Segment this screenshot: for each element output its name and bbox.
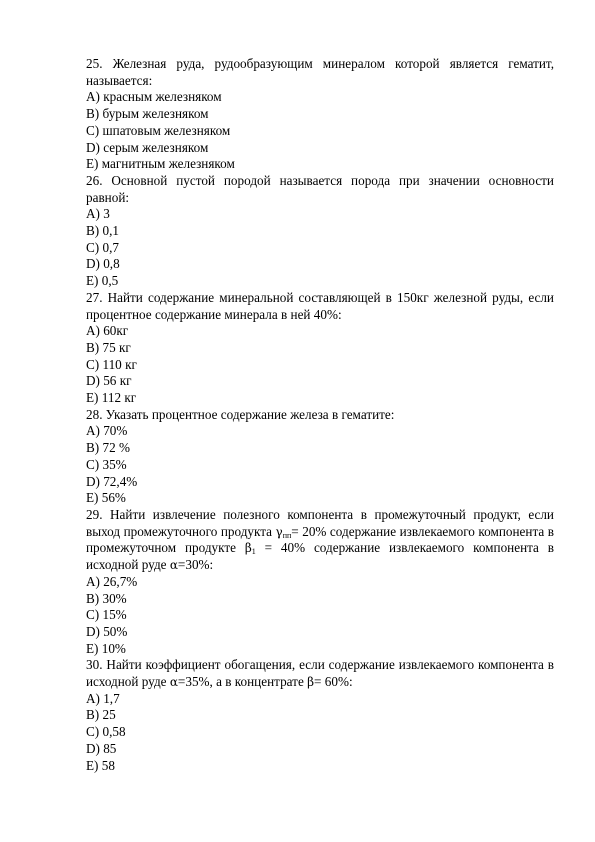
beta-symbol: β: [307, 675, 315, 690]
option-a: A) красным железняком: [86, 89, 222, 105]
option-c: C) шпатовым железняком: [86, 122, 231, 138]
option-a: A) 3: [86, 206, 110, 222]
question-29: [86, 507, 554, 657]
answer-options: [86, 423, 554, 507]
question-text-part: = 20% содержание извлекаемого компонента в промежуточном продукте: [86, 523, 554, 556]
alpha-symbol: α: [169, 558, 178, 573]
option-a: A) 1,7: [86, 690, 120, 706]
question-text: 27. Найти содержание минеральной составляющей в 150кг железной руды, если процентное содержание минерала в ней 40%:: [86, 289, 554, 322]
option-d: D) 0,8: [86, 256, 120, 272]
question-text-part: = 40% содержание извлекаемого компонента в исходной руде: [86, 540, 554, 573]
question-30: [86, 657, 554, 774]
option-e: E) 10%: [86, 640, 126, 656]
answer-options: [86, 89, 554, 173]
option-b: B) 25: [86, 707, 116, 723]
option-c: C) 110 кг: [86, 356, 137, 372]
option-b: B) 75 кг: [86, 339, 131, 355]
answer-options: [86, 691, 554, 775]
option-a: A) 70%: [86, 423, 128, 439]
question-28: [86, 407, 554, 507]
question-text: 28. Указать процентное содержание железа в гематите:: [86, 406, 395, 422]
option-e: E) 0,5: [86, 273, 119, 289]
option-c: C) 15%: [86, 607, 127, 623]
question-text: 25. Железная руда, рудообразующим минералом которой является гематит, называется:: [86, 56, 554, 88]
document-page: [86, 56, 554, 774]
option-c: C) 0,7: [86, 239, 119, 255]
question-25: [86, 56, 554, 173]
option-c: C) 35%: [86, 456, 127, 472]
option-a: A) 26,7%: [86, 573, 138, 589]
option-a: A) 60кг: [86, 323, 129, 339]
gamma-symbol: γ: [275, 524, 283, 539]
option-e: E) 58: [86, 757, 115, 773]
alpha-symbol: α: [169, 675, 178, 690]
question-text: [86, 507, 554, 574]
option-d: D) 72,4%: [86, 473, 138, 489]
question-text-part: 29. Найти извлечение полезного компонента в промежуточный продукт, если выход промежуточного продукта: [86, 506, 554, 539]
option-e: E) 112 кг: [86, 390, 137, 406]
question-text-part: = 60%:: [314, 674, 353, 690]
question-text: [86, 657, 554, 690]
option-d: D) 85: [86, 740, 117, 756]
question-text-part: 30. Найти коэффициент обогащения, если содержание извлекаемого компонента в исходной руде: [86, 657, 554, 690]
option-b: B) бурым железняком: [86, 106, 209, 122]
question-text-part: =30%:: [177, 557, 214, 573]
option-b: B) 0,1: [86, 223, 119, 239]
question-26: [86, 173, 554, 290]
answer-options: [86, 574, 554, 658]
beta-symbol: β: [244, 541, 252, 556]
option-e: E) магнитным железняком: [86, 156, 235, 172]
gamma-subscript: пп: [282, 530, 292, 540]
question-27: [86, 290, 554, 407]
option-d: D) 56 кг: [86, 373, 132, 389]
option-b: B) 30%: [86, 590, 127, 606]
answer-options: [86, 206, 554, 290]
question-text-part: =35%, а в концентрате: [177, 674, 308, 690]
option-d: D) 50%: [86, 623, 128, 639]
option-c: C) 0,58: [86, 724, 126, 740]
option-b: B) 72 %: [86, 440, 130, 456]
question-text: 26. Основной пустой породой называется порода при значении основности равной:: [86, 172, 554, 205]
option-e: E) 56%: [86, 490, 126, 506]
option-d: D) серым железняком: [86, 139, 209, 155]
answer-options: [86, 323, 554, 407]
beta-subscript: 1: [251, 547, 256, 557]
